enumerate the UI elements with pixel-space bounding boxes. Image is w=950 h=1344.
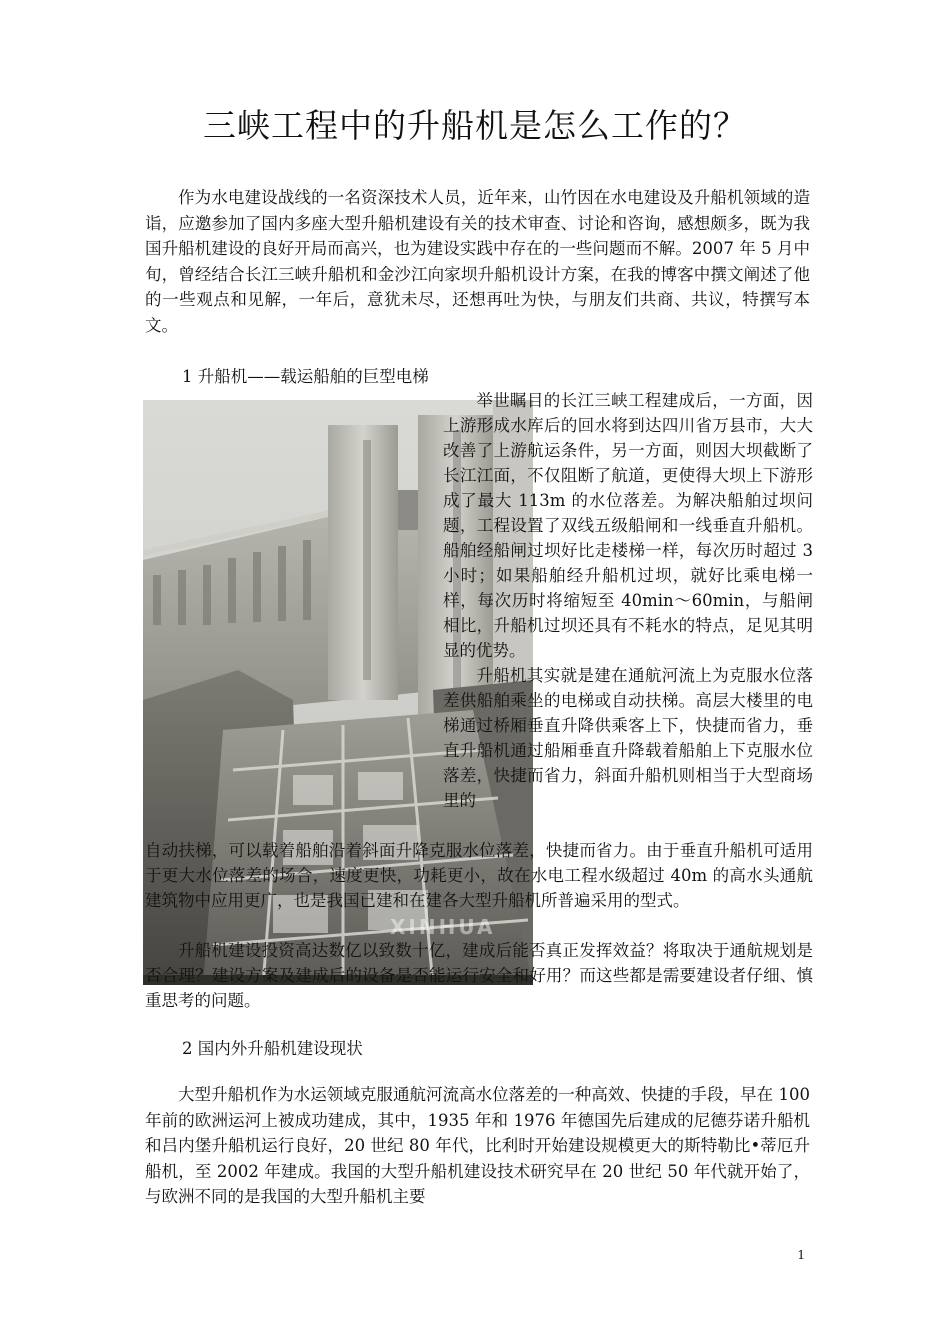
section-2-paragraph-1: 大型升船机作为水运领域克服通航河流高水位落差的一种高效、快捷的手段，早在 100 年前的欧洲运河上被成功建成，其中，1935 年和 1976 年德国先后建成的尼德芬诺升船机和吕内堡升船机运行良好，20 世纪 80 年代，比利时开始建设规模更大的斯特勒比•蒂厄升船机，至 2002 年建成。我国的大型升船机建设技术研究早在 20 世纪 50 年代就开始了，与欧洲不同的是我国的大型升船机主要 [145, 1085, 810, 1206]
page-number: 1 [797, 1248, 805, 1262]
section-1-paragraph-1: 举世瞩目的长江三峡工程建成后，一方面，因上游形成水库后的回水将到达四川省万县市，大大改善了上游航运条件，另一方面，则因大坝截断了长江江面，不仅阻断了航道，更使得大坝上下游形成了最大 113m 的水位落差。为解决船舶过坝问题，工程设置了双线五级船闸和一线垂直升船机。船舶经船闸过坝好比走楼梯一样，每次历时超过 3 小时；如果船舶经升船机过坝，就好比乘电梯一样，每次历时将缩短至 40min～60min，与船闸相比，升船机过坝还具有不耗水的特点，足见其明显的优势。 [443, 391, 813, 660]
section-1-paragraph-2-continued: 自动扶梯，可以载着船舶沿着斜面升降克服水位落差，快捷而省力。由于垂直升船机可适用于更大水位落差的场合，速度更快，功耗更小，故在水电工程水级超过 40m 的高水头通航建筑物中应用更广，也是我国已建和在建各大型升船机所普遍采用的型式。 [145, 841, 813, 910]
photo-watermark: XINHUA [390, 915, 496, 939]
section-1-paragraph-2: 升船机其实就是建在通航河流上为克服水位落差供船舶乘坐的电梯或自动扶梯。高层大楼里的电梯通过桥厢垂直升降供乘客上下，快捷而省力，垂直升船机通过船厢垂直升降载着船舶上下克服水位落差，快捷而省力，斜面升船机则相当于大型商场里的 [443, 666, 813, 810]
section-1-paragraph-3: 升船机建设投资高达数亿以致数十亿，建成后能否真正发挥效益？将取决于通航规划是否合理？建设方案及建成后的设备是否能运行安全和好用？而这些都是需要建设者仔细、慎重思考的问题。 [145, 941, 813, 1010]
section-1-heading: 1 升船机——载运船舶的巨型电梯 [182, 367, 429, 386]
section-2-heading: 2 国内外升船机建设现状 [182, 1039, 363, 1058]
section-1-wrapped-text [443, 388, 813, 813]
intro-paragraph: 作为水电建设战线的一名资深技术人员，近年来，山竹因在水电建设及升船机领域的造诣，应邀参加了国内多座大型升船机建设有关的技术审查、讨论和咨询，感想颇多，既为我国升船机建设的良好开局而高兴，也为建设实践中存在的一些问题而不解。2007 年 5 月中旬，曾经结合长江三峡升船机和金沙江向家坝升船机设计方案，在我的博客中撰文阐述了他的一些观点和见解，一年后，意犹未尽，还想再吐为快，与朋友们共商、共议，特撰写本文。 [145, 188, 810, 335]
page-title: 三峡工程中的升船机是怎么工作的？ [203, 106, 747, 145]
